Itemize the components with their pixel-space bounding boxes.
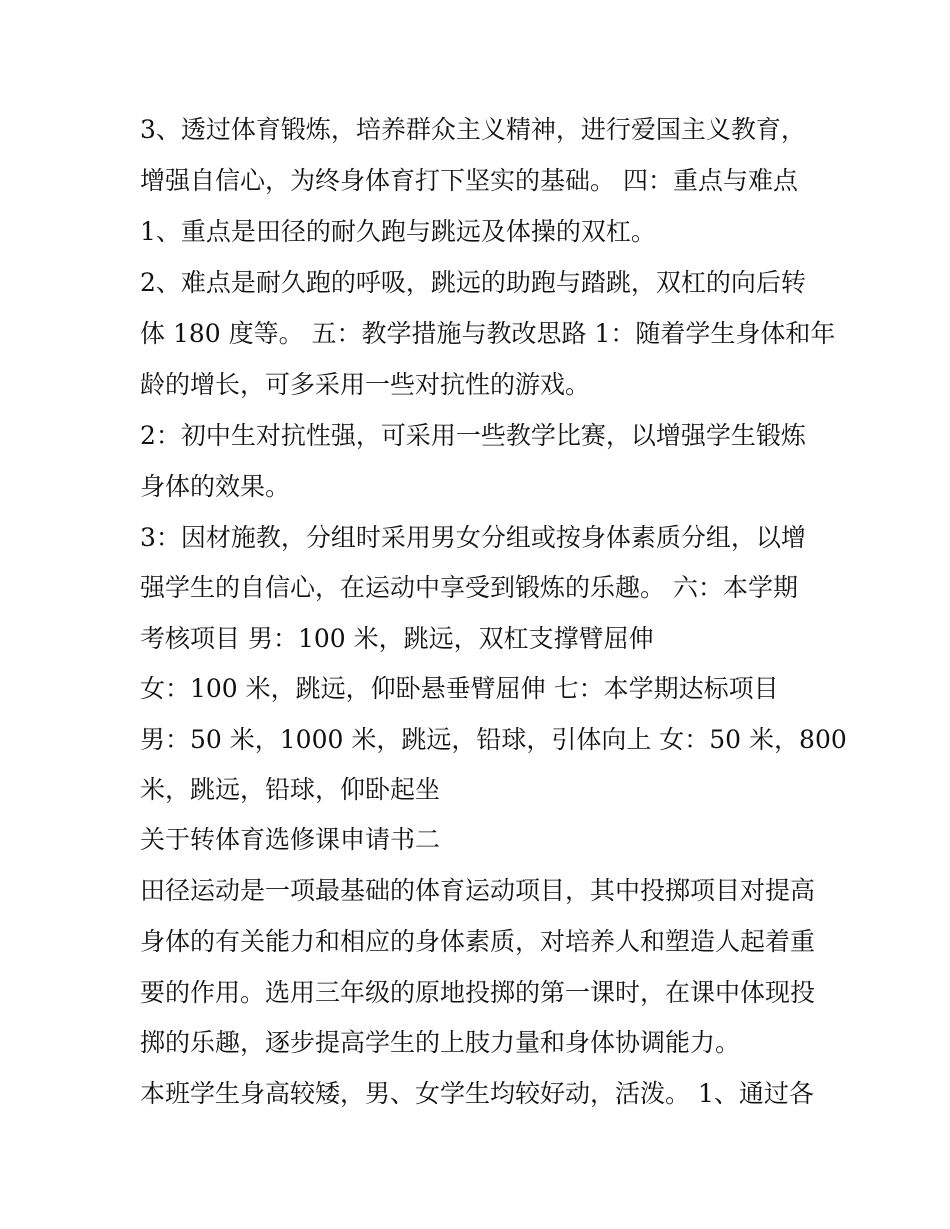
text-line: 增强自信心，为终身体育打下坚实的基础。 四：重点与难点	[140, 166, 798, 195]
text-line: 米，跳远，铅球，仰卧起坐	[140, 775, 441, 804]
text-line: 掷的乐趣，逐步提高学生的上肢力量和身体协调能力。	[140, 1028, 741, 1057]
text-line: 3：因材施教，分组时采用男女分组或按身体素质分组，以增	[140, 523, 806, 552]
text-line: 1、重点是田径的耐久跑与跳远及体操的双杠。	[140, 217, 656, 246]
text-line: 3、透过体育锻炼，培养群众主义精神，进行爱国主义教育，	[140, 115, 806, 144]
text-line: 身体的效果。	[140, 472, 291, 501]
text-line: 本班学生身高较矮，男、女学生均较好动，活泼。 1、通过各	[140, 1079, 814, 1108]
text-line: 男：50 米，1000 米，跳远，铅球，引体向上 女：50 米，800	[140, 725, 847, 754]
text-line: 龄的增长，可多采用一些对抗性的游戏。	[140, 370, 591, 399]
text-line: 要的作用。选用三年级的原地投掷的第一课时，在课中体现投	[140, 978, 816, 1007]
text-line: 考核项目 男：100 米，跳远，双杠支撑臂屈伸	[140, 624, 654, 653]
text-line: 2、难点是耐久跑的呼吸，跳远的助跑与踏跳，双杠的向后转	[140, 268, 806, 297]
text-line: 身体的有关能力和相应的身体素质，对培养人和塑造人起着重	[140, 927, 816, 956]
section-title: 关于转体育选修课申请书二	[140, 825, 441, 854]
text-line: 田径运动是一项最基础的体育运动项目，其中投掷项目对提高	[140, 876, 816, 905]
text-line: 强学生的自信心，在运动中享受到锻炼的乐趣。 六：本学期	[140, 573, 798, 602]
text-line: 体 180 度等。 五：教学措施与教改思路 1：随着学生身体和年	[140, 319, 836, 348]
text-line: 2：初中生对抗性强，可采用一些教学比赛，以增强学生锻炼	[140, 421, 806, 450]
text-line: 女：100 米，跳远，仰卧悬垂臂屈伸 七：本学期达标项目	[140, 674, 779, 703]
